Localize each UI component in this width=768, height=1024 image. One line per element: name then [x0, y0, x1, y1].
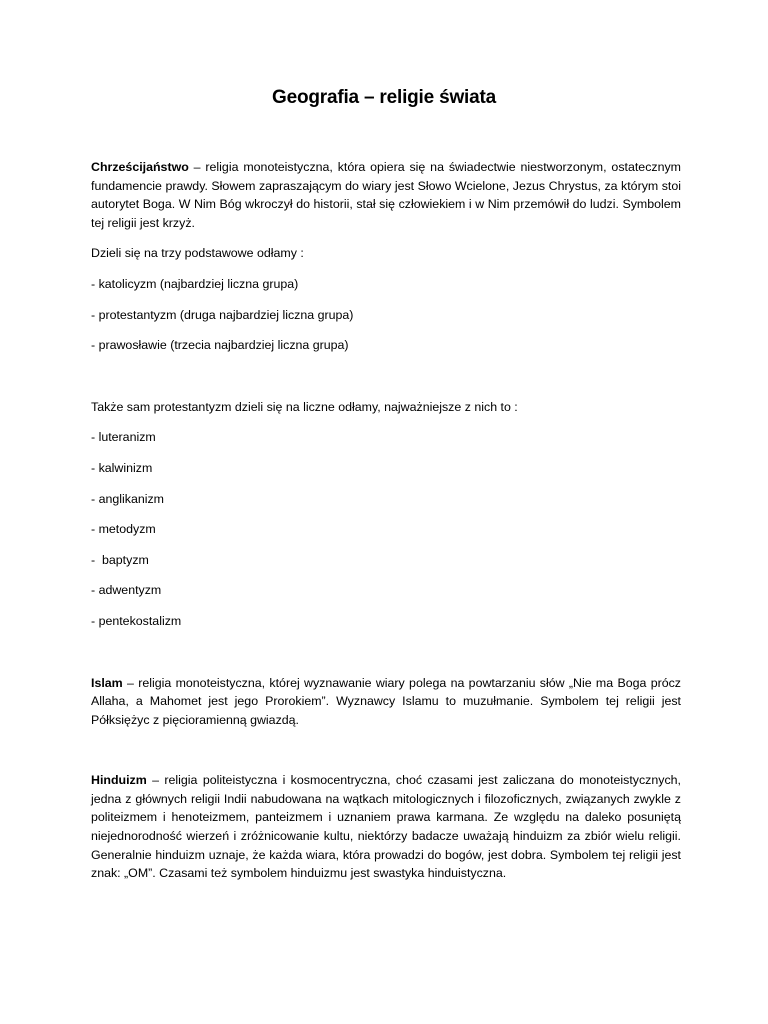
branches-intro: Dzieli się na trzy podstawowe odłamy :	[91, 246, 304, 261]
protestant-intro: Także sam protestantyzm dzieli się na liczne odłamy, najważniejsze z nich to :	[91, 399, 518, 414]
list-item: - protestantyzm (druga najbardziej liczna grupa)	[91, 307, 354, 322]
list-item: - pentekostalizm	[91, 613, 182, 628]
islam-term: Islam	[91, 675, 123, 690]
list-item: - katolicyzm (najbardziej liczna grupa)	[91, 276, 299, 291]
list-item: - kalwinizm	[91, 460, 153, 475]
list-item: - prawosławie (trzecia najbardziej liczna grupa)	[91, 338, 349, 353]
hinduism-paragraph	[91, 771, 681, 883]
list-item: - metodyzm	[91, 522, 156, 537]
document-body	[91, 158, 681, 883]
list-item: - baptyzm	[91, 552, 149, 567]
islam-paragraph	[91, 674, 681, 730]
hinduism-text: – religia politeistyczna i kosmocentryczna, choć czasami jest zaliczana do monoteistycznych, jedna z głównych religii Indii nabudowana na wątkach mitologicznych i filozoficznych, związanych zwykle z politeizmem i henoteizmem, panteizmem i uznaniem prawa karmana. Ze względu na daleko posuniętą niejednorodność wierzeń i zróżnicowanie kultu, niektórzy badacze uważają hinduizm za zbiór wielu religii. Generalnie hinduizm uznaje, że każda wiara, która prowadzi do bogów, jest dobra. Symbolem tej religii jest znak: „OM”. Czasami też symbolem hinduizmu jest swastyka hinduistyczna.	[91, 773, 681, 881]
list-item: - adwentyzm	[91, 583, 162, 598]
list-item: - luteranizm	[91, 430, 156, 445]
islam-text: – religia monoteistyczna, której wyznawanie wiary polega na powtarzaniu słów „Nie ma Boga prócz Allaha, a Mahomet jest jego Prorokiem”. Wyznawcy Islamu to muzułmanie. Symbolem tej religii jest Półksiężyc z pięcioramienną gwiazdą.	[91, 675, 681, 727]
christianity-paragraph	[91, 158, 681, 232]
christianity-term: Chrześcijaństwo	[91, 160, 189, 174]
page-title: Geografia – religie świata	[272, 87, 496, 108]
list-item: - anglikanizm	[91, 491, 164, 506]
hinduism-term: Hinduizm	[91, 773, 147, 788]
christianity-text: – religia monoteistyczna, która opiera się na świadectwie niestworzonym, ostatecznym fundamencie prawdy. Słowem zapraszającym do wiary jest Słowo Wcielone, Jezus Chrystus, za którym stoi autorytet Boga. W Nim Bóg wkroczył do historii, stał się człowiekiem i w Nim przemówił do ludzi. Symbolem tej religii jest krzyż.	[91, 160, 681, 230]
